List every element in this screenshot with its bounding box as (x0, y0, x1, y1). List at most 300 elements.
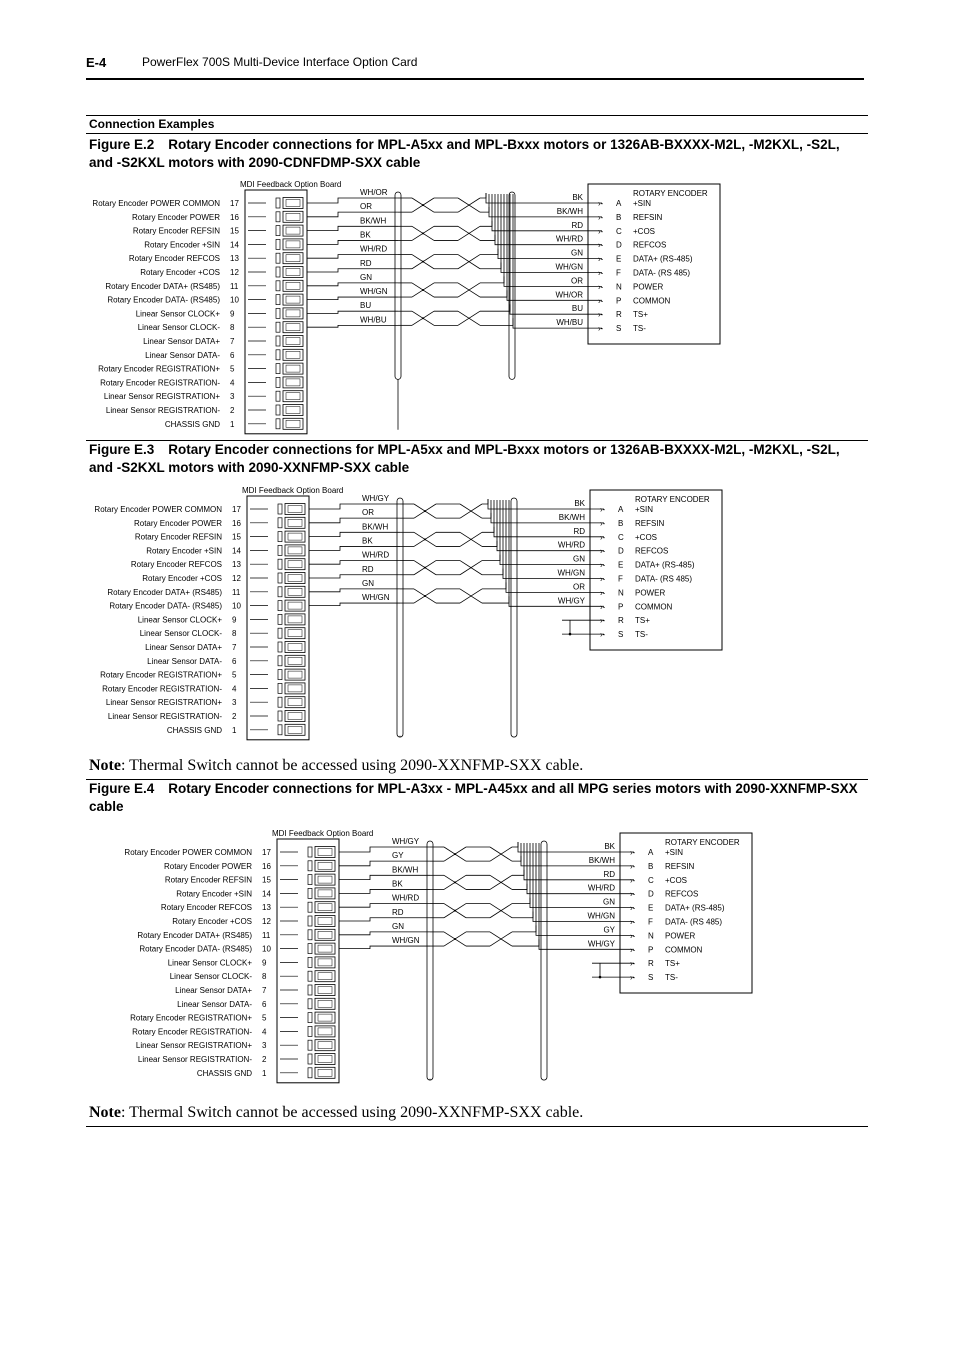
terminal-screw-inner (286, 296, 300, 303)
pin-letter: R (648, 959, 654, 969)
figure-title: Rotary Encoder connections for MPL-A3xx - MPL-A45xx and all MPG series motors with 2090-XXNFMP-SXX cable (89, 781, 858, 814)
wire-left (339, 904, 430, 908)
terminal-slot (308, 971, 312, 981)
page-number: E-4 (86, 55, 107, 70)
terminal-screw-inner (288, 588, 302, 595)
terminal-label: Rotary Encoder DATA- (RS485) (139, 944, 252, 954)
encoder-box (620, 833, 752, 993)
wire-left (309, 589, 400, 592)
terminal-label: Linear Sensor DATA+ (145, 643, 222, 652)
terminal-number: 11 (232, 587, 241, 597)
twist-marker (422, 317, 424, 319)
terminal-label: CHASSIS GND (164, 419, 220, 429)
terminal-label: Rotary Encoder POWER (163, 861, 252, 871)
figure-number: Figure E.4 (89, 781, 155, 796)
terminal-slot (308, 888, 312, 898)
terminal-label: Rotary Encoder +COS (140, 268, 220, 277)
figure-e3-wiring-diagram (2, 484, 954, 744)
thermal-jumper-node (599, 976, 602, 979)
terminal-number: 10 (230, 295, 239, 305)
wire-left (307, 269, 398, 272)
terminal-label: Linear Sensor CLOCK+ (167, 958, 252, 968)
terminal-slot (308, 861, 312, 871)
pin-arrow: ›- (630, 875, 636, 885)
pin-arrow: ›- (630, 931, 636, 941)
terminal-screw-inner (286, 241, 300, 248)
wire-color-label: GN (571, 248, 583, 258)
encoder-title: ROTARY ENCODER (633, 189, 708, 198)
figure-e2-wiring-diagram (0, 178, 954, 438)
terminal-label: Rotary Encoder REFSIN (132, 226, 220, 236)
terminal-screw-inner (288, 575, 302, 582)
wire-color-label: GY (392, 851, 404, 861)
terminal-label: Rotary Encoder DATA+ (RS485) (107, 587, 222, 597)
terminal-number: 9 (230, 309, 235, 319)
pin-arrow: ›- (630, 848, 636, 857)
terminal-screw-inner (288, 685, 302, 692)
wire-right-route (480, 194, 507, 297)
wire-left (339, 918, 430, 921)
terminal-slot (276, 350, 280, 360)
terminal-label: Linear Sensor CLOCK+ (135, 309, 220, 319)
document-title: PowerFlex 700S Multi-Device Interface Option Card (142, 55, 418, 69)
terminal-number: 16 (230, 212, 239, 222)
pin-arrow: ›- (600, 574, 606, 584)
terminal-slot (308, 916, 312, 926)
wire-color-label: RD (603, 869, 615, 879)
pin-arrow: ›- (598, 268, 604, 278)
terminal-screw-inner (286, 213, 300, 220)
terminal-slot (278, 711, 282, 721)
terminal-screw-inner (318, 931, 332, 938)
terminal-number: 14 (232, 546, 241, 556)
wire-right (536, 925, 634, 935)
terminal-label: Rotary Encoder POWER COMMON (124, 848, 252, 857)
terminal-slot (276, 405, 280, 415)
wire-color-label: BK (604, 842, 615, 851)
terminal-screw-inner (288, 533, 302, 540)
wire-color-label: BK/WH (360, 216, 387, 226)
terminal-number: 12 (232, 574, 241, 583)
terminal-label: Linear Sensor CLOCK- (169, 972, 252, 982)
wire-color-label: GN (603, 897, 615, 907)
terminal-label: Rotary Encoder DATA- (RS485) (109, 601, 222, 611)
pin-signal: DATA- (RS 485) (633, 268, 691, 278)
wire-color-label: WH/GY (362, 494, 390, 503)
wire-right-route (480, 193, 486, 198)
terminal-number: 12 (262, 917, 271, 926)
wire-color-label: OR (573, 582, 585, 592)
terminal-number: 16 (232, 518, 241, 528)
wire-color-label: GN (360, 272, 372, 282)
pin-arrow: ›- (600, 616, 606, 626)
note-e3 (89, 757, 583, 775)
terminal-label: Rotary Encoder DATA+ (RS485) (137, 930, 252, 940)
encoder-box (588, 184, 720, 344)
pin-signal: DATA+ (RS-485) (633, 254, 693, 264)
pin-signal: DATA+ (RS-485) (665, 903, 725, 913)
wire-left (309, 561, 400, 565)
terminal-number: 17 (262, 848, 271, 857)
terminal-screw-inner (288, 602, 302, 609)
terminal-label: Rotary Encoder +SIN (144, 240, 220, 250)
terminal-slot (276, 308, 280, 318)
terminal-slot (278, 642, 282, 652)
terminal-screw-inner (288, 699, 302, 706)
wire-color-label: BK (360, 230, 371, 240)
board-label: MDI Feedback Option Board (240, 180, 342, 189)
wire-right (524, 870, 634, 880)
wire-left (307, 297, 398, 300)
figure-e4-wiring-diagram (32, 827, 954, 1087)
terminal-number: 13 (230, 254, 239, 264)
terminal-screw-inner (318, 904, 332, 911)
terminal-slot (276, 295, 280, 305)
terminal-slot (276, 267, 280, 277)
pin-arrow: ›- (598, 199, 604, 208)
terminal-slot (308, 1068, 312, 1078)
wire-color-label: GN (573, 554, 585, 564)
terminal-label: Rotary Encoder REGISTRATION- (132, 1027, 252, 1037)
terminal-number: 10 (262, 944, 271, 954)
terminal-slot (276, 322, 280, 332)
wire-right-route (512, 842, 518, 847)
terminal-screw-inner (286, 269, 300, 276)
wire-color-label: WH/GN (392, 936, 420, 946)
wire-left (309, 504, 400, 509)
section-title: Connection Examples (89, 117, 215, 131)
pin-signal: COMMON (665, 945, 703, 955)
terminal-label: Rotary Encoder REGISTRATION+ (98, 364, 220, 374)
terminal-screw-inner (318, 1069, 332, 1076)
terminal-number: 15 (262, 875, 271, 885)
pin-arrow: ›- (600, 560, 606, 570)
terminal-label: Rotary Encoder REGISTRATION- (100, 378, 220, 388)
pin-letter: F (648, 917, 653, 927)
terminal-screw-inner (318, 1042, 332, 1049)
terminal-label: Rotary Encoder REFCOS (160, 903, 252, 913)
wire-color-label: RD (360, 258, 372, 268)
wire-color-label: BU (360, 301, 372, 311)
pin-letter: D (618, 546, 624, 556)
terminal-label: Rotary Encoder DATA+ (RS485) (105, 281, 220, 291)
wire-color-label: BK/WH (362, 522, 389, 532)
wire-color-label: WH/GN (557, 568, 585, 578)
terminal-screw-inner (286, 379, 300, 386)
terminal-screw-inner (288, 644, 302, 651)
cable-shield (427, 841, 433, 1080)
terminal-screw-inner (286, 420, 300, 427)
pin-signal: DATA- (RS 485) (635, 574, 693, 584)
pin-arrow: ›- (600, 546, 606, 556)
pin-letter: F (616, 268, 621, 278)
terminal-number: 6 (232, 656, 237, 666)
terminal-label: CHASSIS GND (196, 1068, 252, 1078)
terminal-screw-inner (286, 200, 300, 207)
terminal-label: Rotary Encoder REFCOS (128, 254, 220, 264)
encoder-box (590, 490, 722, 650)
terminal-screw-inner (318, 1014, 332, 1021)
wire-right (497, 541, 604, 551)
terminal-screw-inner (318, 945, 332, 952)
pin-signal: TS- (633, 324, 646, 334)
wire-right (494, 527, 604, 537)
wire-color-label: BK (574, 499, 585, 508)
terminal-number: 6 (262, 999, 267, 1009)
terminal-number: 2 (230, 406, 235, 415)
terminal-number: 9 (232, 615, 237, 625)
wire-left (309, 575, 400, 578)
terminal-slot (276, 239, 280, 249)
figure-number: Figure E.2 (89, 137, 155, 152)
pin-signal: COMMON (633, 296, 671, 306)
terminal-slot (276, 281, 280, 291)
wire-color-label: BK/WH (558, 512, 585, 522)
pin-arrow: ›- (598, 212, 604, 222)
pin-letter: E (616, 254, 622, 264)
wire-color-label: WH/GN (360, 287, 388, 297)
pin-arrow: ›- (630, 973, 636, 983)
terminal-slot (278, 656, 282, 666)
pin-signal: REFCOS (635, 546, 669, 556)
wire-left (309, 603, 400, 606)
wire-color-label: WH/BU (556, 318, 583, 328)
terminal-slot (278, 504, 282, 514)
terminal-screw-inner (288, 547, 302, 554)
pin-signal: REFSIN (635, 518, 665, 528)
terminal-screw-inner (286, 227, 300, 234)
twist-marker (422, 204, 424, 206)
pin-signal: POWER (665, 931, 696, 941)
wire-right (500, 555, 604, 565)
wire-right (506, 582, 604, 592)
page-header (86, 52, 864, 80)
terminal-slot (278, 587, 282, 597)
pin-arrow: ›- (598, 324, 604, 334)
terminal-label: Linear Sensor REGISTRATION+ (105, 698, 222, 708)
terminal-screw-inner (286, 282, 300, 289)
wire-color-label: WH/RD (392, 893, 420, 903)
terminal-screw-inner (318, 973, 332, 980)
terminal-label: Rotary Encoder POWER COMMON (92, 199, 220, 208)
terminal-label: Linear Sensor REGISTRATION+ (103, 392, 220, 402)
wire-color-label: OR (360, 202, 372, 212)
wire-color-label: OR (571, 276, 583, 286)
terminal-screw-inner (318, 918, 332, 925)
terminal-label: Rotary Encoder REFSIN (164, 875, 252, 885)
wire-color-label: GN (362, 578, 374, 588)
pin-arrow: ›- (600, 532, 606, 542)
terminal-screw-inner (288, 726, 302, 733)
terminal-screw-inner (286, 351, 300, 358)
wire-left (307, 311, 398, 313)
pin-signal: +COS (665, 875, 688, 885)
terminal-label: Linear Sensor CLOCK- (137, 323, 220, 333)
twist-marker (454, 938, 456, 940)
wire-right-route (512, 843, 539, 946)
terminal-label: Rotary Encoder POWER (131, 212, 220, 222)
terminal-slot (308, 1040, 312, 1050)
wire-color-label: WH/GY (557, 596, 585, 606)
terminal-screw-inner (286, 407, 300, 414)
twist-marker (422, 261, 424, 263)
terminal-label: Linear Sensor REGISTRATION- (137, 1055, 252, 1064)
wire-color-label: WH/BU (360, 315, 387, 325)
pin-letter: P (616, 296, 622, 306)
cable-shield (395, 192, 401, 379)
pin-letter: C (616, 226, 622, 236)
wire-color-label: GN (392, 921, 404, 931)
terminal-label: Rotary Encoder REGISTRATION+ (130, 1013, 252, 1023)
pin-letter: N (616, 282, 622, 292)
wire-right (501, 263, 602, 273)
terminal-number: 7 (230, 337, 235, 346)
wire-right (491, 513, 604, 523)
terminal-slot (308, 1013, 312, 1023)
wire-left (307, 226, 398, 230)
wire-color-label: BU (571, 304, 583, 314)
terminal-slot (308, 847, 312, 857)
wire-color-label: GY (603, 925, 615, 935)
terminal-number: 2 (232, 712, 237, 721)
terminal-number: 4 (230, 378, 235, 388)
pin-signal: +SIN (665, 848, 684, 857)
wire-left (309, 532, 400, 536)
terminal-slot (308, 875, 312, 885)
note-label: Note (89, 1104, 121, 1121)
wire-color-label: WH/RD (362, 550, 390, 560)
wire-color-label: WH/GN (362, 593, 390, 603)
terminal-label: Linear Sensor DATA- (177, 999, 252, 1009)
terminal-label: Rotary Encoder REFSIN (134, 532, 222, 542)
wire-right (530, 898, 634, 908)
encoder-title: ROTARY ENCODER (665, 838, 740, 847)
terminal-slot (278, 573, 282, 583)
terminal-label: CHASSIS GND (166, 725, 222, 735)
terminal-screw-inner (288, 616, 302, 623)
pin-arrow: ›- (600, 602, 606, 612)
wire-color-label: WH/GY (392, 837, 420, 846)
board-label: MDI Feedback Option Board (272, 829, 374, 838)
terminal-number: 10 (232, 601, 241, 611)
wire-right (498, 249, 602, 259)
wire-color-label: BK/WH (392, 865, 419, 875)
wire-left (307, 255, 398, 259)
terminal-slot (308, 1054, 312, 1064)
terminal-label: Rotary Encoder REGISTRATION+ (100, 670, 222, 680)
cable-shield (511, 498, 517, 737)
terminal-number: 15 (230, 226, 239, 236)
terminal-number: 3 (230, 392, 235, 402)
pin-arrow: ›- (630, 917, 636, 927)
terminal-label: Linear Sensor DATA- (147, 656, 222, 666)
note-e4 (89, 1104, 583, 1122)
terminal-screw-inner (286, 324, 300, 331)
terminal-label: Rotary Encoder POWER COMMON (94, 505, 222, 514)
terminal-label: Linear Sensor REGISTRATION+ (135, 1041, 252, 1051)
terminal-number: 16 (262, 861, 271, 871)
twist-marker (424, 567, 426, 569)
terminal-label: Linear Sensor DATA+ (143, 337, 220, 346)
figure-number: Figure E.3 (89, 442, 155, 457)
terminal-slot (278, 518, 282, 528)
wire-right (527, 884, 634, 894)
wire-color-label: WH/RD (555, 234, 583, 244)
wire-color-label: WH/RD (360, 244, 388, 254)
pin-arrow: ›- (600, 505, 606, 514)
terminal-screw-inner (318, 1000, 332, 1007)
terminal-screw-inner (318, 1056, 332, 1063)
pin-letter: A (616, 199, 622, 208)
terminal-slot (278, 670, 282, 680)
terminal-slot (278, 559, 282, 569)
terminal-number: 17 (230, 199, 239, 208)
wire-right (518, 842, 634, 852)
note-label: Note (89, 757, 121, 774)
figure-title: Rotary Encoder connections for MPL-A5xx and MPL-Bxxx motors or 1326AB-BXXXX-M2L, -M2KXL, -S2L, and -S2KXL motors with 2090-CDNFDMP-SXX cable (89, 137, 840, 170)
terminal-screw-inner (318, 862, 332, 869)
terminal-screw-inner (318, 849, 332, 856)
terminal-number: 8 (232, 629, 237, 639)
figure-title: Rotary Encoder connections for MPL-A5xx and MPL-Bxxx motors or 1326AB-BXXXX-M2L, -M2KXL, -S2L, and -S2KXL motors with 2090-XXNFMP-SXX cable (89, 442, 840, 475)
terminal-number: 15 (232, 532, 241, 542)
wire-color-label: BK (362, 536, 373, 546)
terminal-screw-inner (286, 338, 300, 345)
terminal-label: Linear Sensor CLOCK+ (137, 615, 222, 625)
terminal-slot (308, 902, 312, 912)
wire-right (486, 193, 602, 203)
pin-letter: R (618, 616, 624, 626)
pin-letter: A (648, 848, 654, 857)
terminal-number: 1 (230, 419, 235, 429)
terminal-screw-inner (318, 959, 332, 966)
pin-letter: C (618, 532, 624, 542)
terminal-number: 14 (262, 889, 271, 899)
board-label: MDI Feedback Option Board (242, 486, 344, 495)
terminal-number: 7 (262, 986, 267, 995)
pin-letter: E (618, 560, 624, 570)
terminal-screw-inner (288, 657, 302, 664)
terminal-label: Linear Sensor CLOCK- (139, 629, 222, 639)
pin-letter: N (648, 931, 654, 941)
terminal-slot (278, 614, 282, 624)
cable-shield (541, 841, 547, 1080)
wire-left (307, 283, 398, 286)
wire-right-route (482, 500, 509, 603)
pin-letter: B (618, 518, 624, 528)
terminal-screw-inner (286, 310, 300, 317)
wire-right (504, 276, 602, 286)
wire-color-label: RD (392, 907, 404, 917)
wire-color-label: WH/GN (555, 262, 583, 272)
pin-letter: P (648, 945, 654, 955)
wire-right (495, 235, 602, 245)
pin-signal: +COS (635, 532, 658, 542)
pin-signal: DATA+ (RS-485) (635, 560, 695, 570)
terminal-number: 3 (232, 698, 237, 708)
section-rule (86, 115, 868, 116)
pin-signal: REFSIN (665, 861, 695, 871)
wire-color-label: RD (571, 220, 583, 230)
terminal-slot (308, 999, 312, 1009)
note-text: : Thermal Switch cannot be accessed using 2090-XXNFMP-SXX cable. (120, 1104, 584, 1121)
wire-color-label: OR (362, 508, 374, 518)
wire-color-label: WH/RD (587, 883, 615, 893)
wire-color-label: WH/OR (360, 188, 388, 197)
terminal-label: Rotary Encoder DATA- (RS485) (107, 295, 220, 305)
terminal-label: Rotary Encoder +SIN (146, 546, 222, 556)
twist-marker (424, 510, 426, 512)
